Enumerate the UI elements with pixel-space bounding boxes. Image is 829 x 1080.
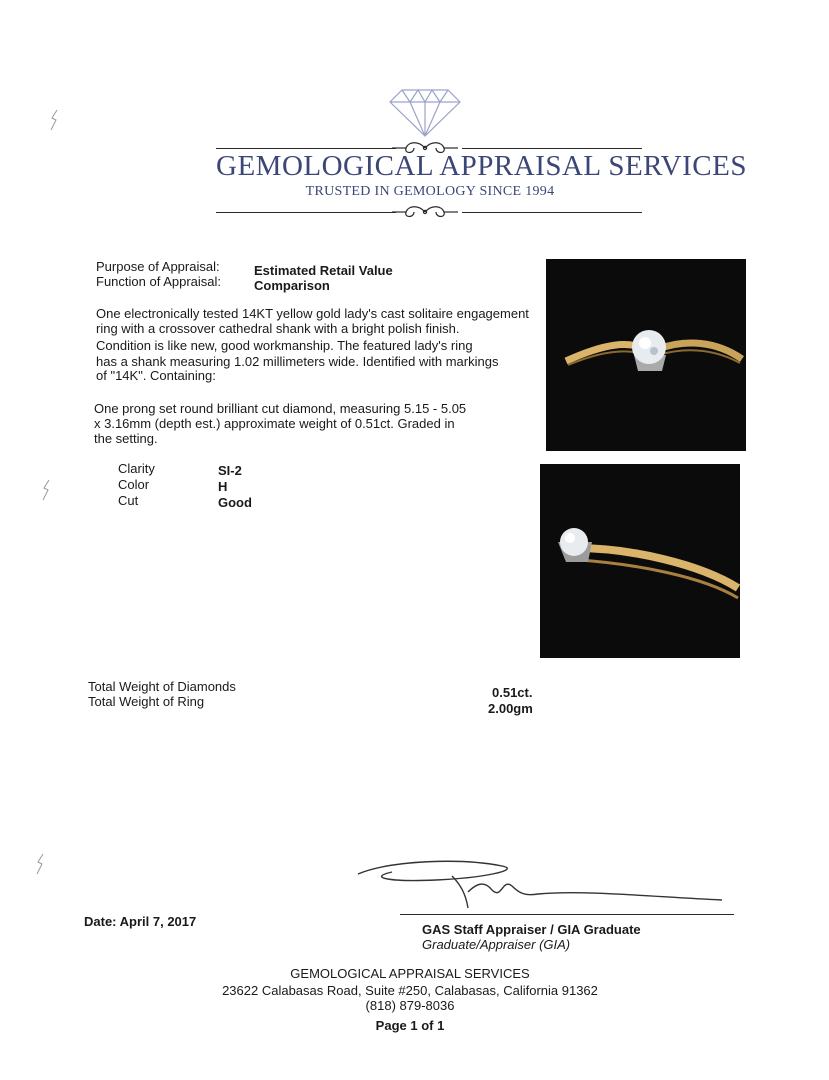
margin-mark bbox=[34, 852, 48, 878]
total-diamonds-value: 0.51ct. bbox=[492, 685, 533, 700]
footer-address: 23622 Calabasas Road, Suite #250, Calabasas, California 91362 bbox=[222, 983, 598, 998]
header-rule-top bbox=[216, 148, 396, 149]
company-tagline: TRUSTED IN GEMOLOGY SINCE 1994 bbox=[305, 184, 555, 199]
total-ring-value: 2.00gm bbox=[488, 701, 533, 716]
purpose-value: Estimated Retail Value bbox=[254, 263, 393, 278]
grade-value-color: H bbox=[218, 479, 228, 494]
header-rule-top-right bbox=[462, 148, 642, 149]
grade-label-cut: Cut bbox=[118, 493, 139, 508]
header-rule-bottom bbox=[216, 212, 396, 213]
appraiser-name: GAS Staff Appraiser / GIA Graduate bbox=[422, 922, 641, 937]
signature-line bbox=[400, 914, 734, 915]
footer-phone: (818) 879-8036 bbox=[365, 998, 455, 1013]
margin-mark bbox=[48, 108, 62, 134]
total-ring-label: Total Weight of Ring bbox=[88, 694, 205, 709]
margin-mark bbox=[40, 478, 54, 504]
description-line: has a shank measuring 1.02 millimeters wide. Identified with markings bbox=[96, 354, 499, 369]
signature-scrawl bbox=[352, 856, 732, 916]
ring-photo-front bbox=[546, 259, 746, 451]
diamond-line: x 3.16mm (depth est.) approximate weight of 0.51ct. Graded in bbox=[94, 416, 455, 431]
description-line: One electronically tested 14KT yellow gold lady's cast solitaire engagement bbox=[96, 306, 529, 321]
ornament-scroll-icon bbox=[392, 203, 458, 221]
company-title: GEMOLOGICAL APPRAISAL SERVICES bbox=[216, 150, 747, 182]
header-rule-bottom-right bbox=[462, 212, 642, 213]
function-label: Function of Appraisal: bbox=[96, 274, 222, 289]
description-line: Condition is like new, good workmanship. The featured lady's ring bbox=[96, 338, 473, 353]
grade-value-clarity: SI-2 bbox=[218, 463, 242, 478]
diamond-outline-icon bbox=[388, 86, 462, 138]
page-number: Page 1 of 1 bbox=[375, 1018, 445, 1033]
diamond-line: the setting. bbox=[94, 431, 158, 446]
function-value: Comparison bbox=[254, 278, 330, 293]
total-diamonds-label: Total Weight of Diamonds bbox=[88, 679, 236, 694]
diamond-line: One prong set round brilliant cut diamond, measuring 5.15 - 5.05 bbox=[94, 401, 467, 416]
description-line: of "14K". Containing: bbox=[96, 368, 216, 383]
grade-label-clarity: Clarity bbox=[118, 461, 155, 476]
grade-value-cut: Good bbox=[218, 495, 252, 510]
grade-label-color: Color bbox=[118, 477, 150, 492]
purpose-label: Purpose of Appraisal: bbox=[96, 259, 220, 274]
ring-photo-angle bbox=[540, 464, 740, 658]
description-line: ring with a crossover cathedral shank with a bright polish finish. bbox=[96, 321, 460, 336]
appraisal-date: Date: April 7, 2017 bbox=[84, 914, 197, 929]
footer-company: GEMOLOGICAL APPRAISAL SERVICES bbox=[290, 966, 530, 981]
appraiser-credential: Graduate/Appraiser (GIA) bbox=[422, 937, 571, 952]
